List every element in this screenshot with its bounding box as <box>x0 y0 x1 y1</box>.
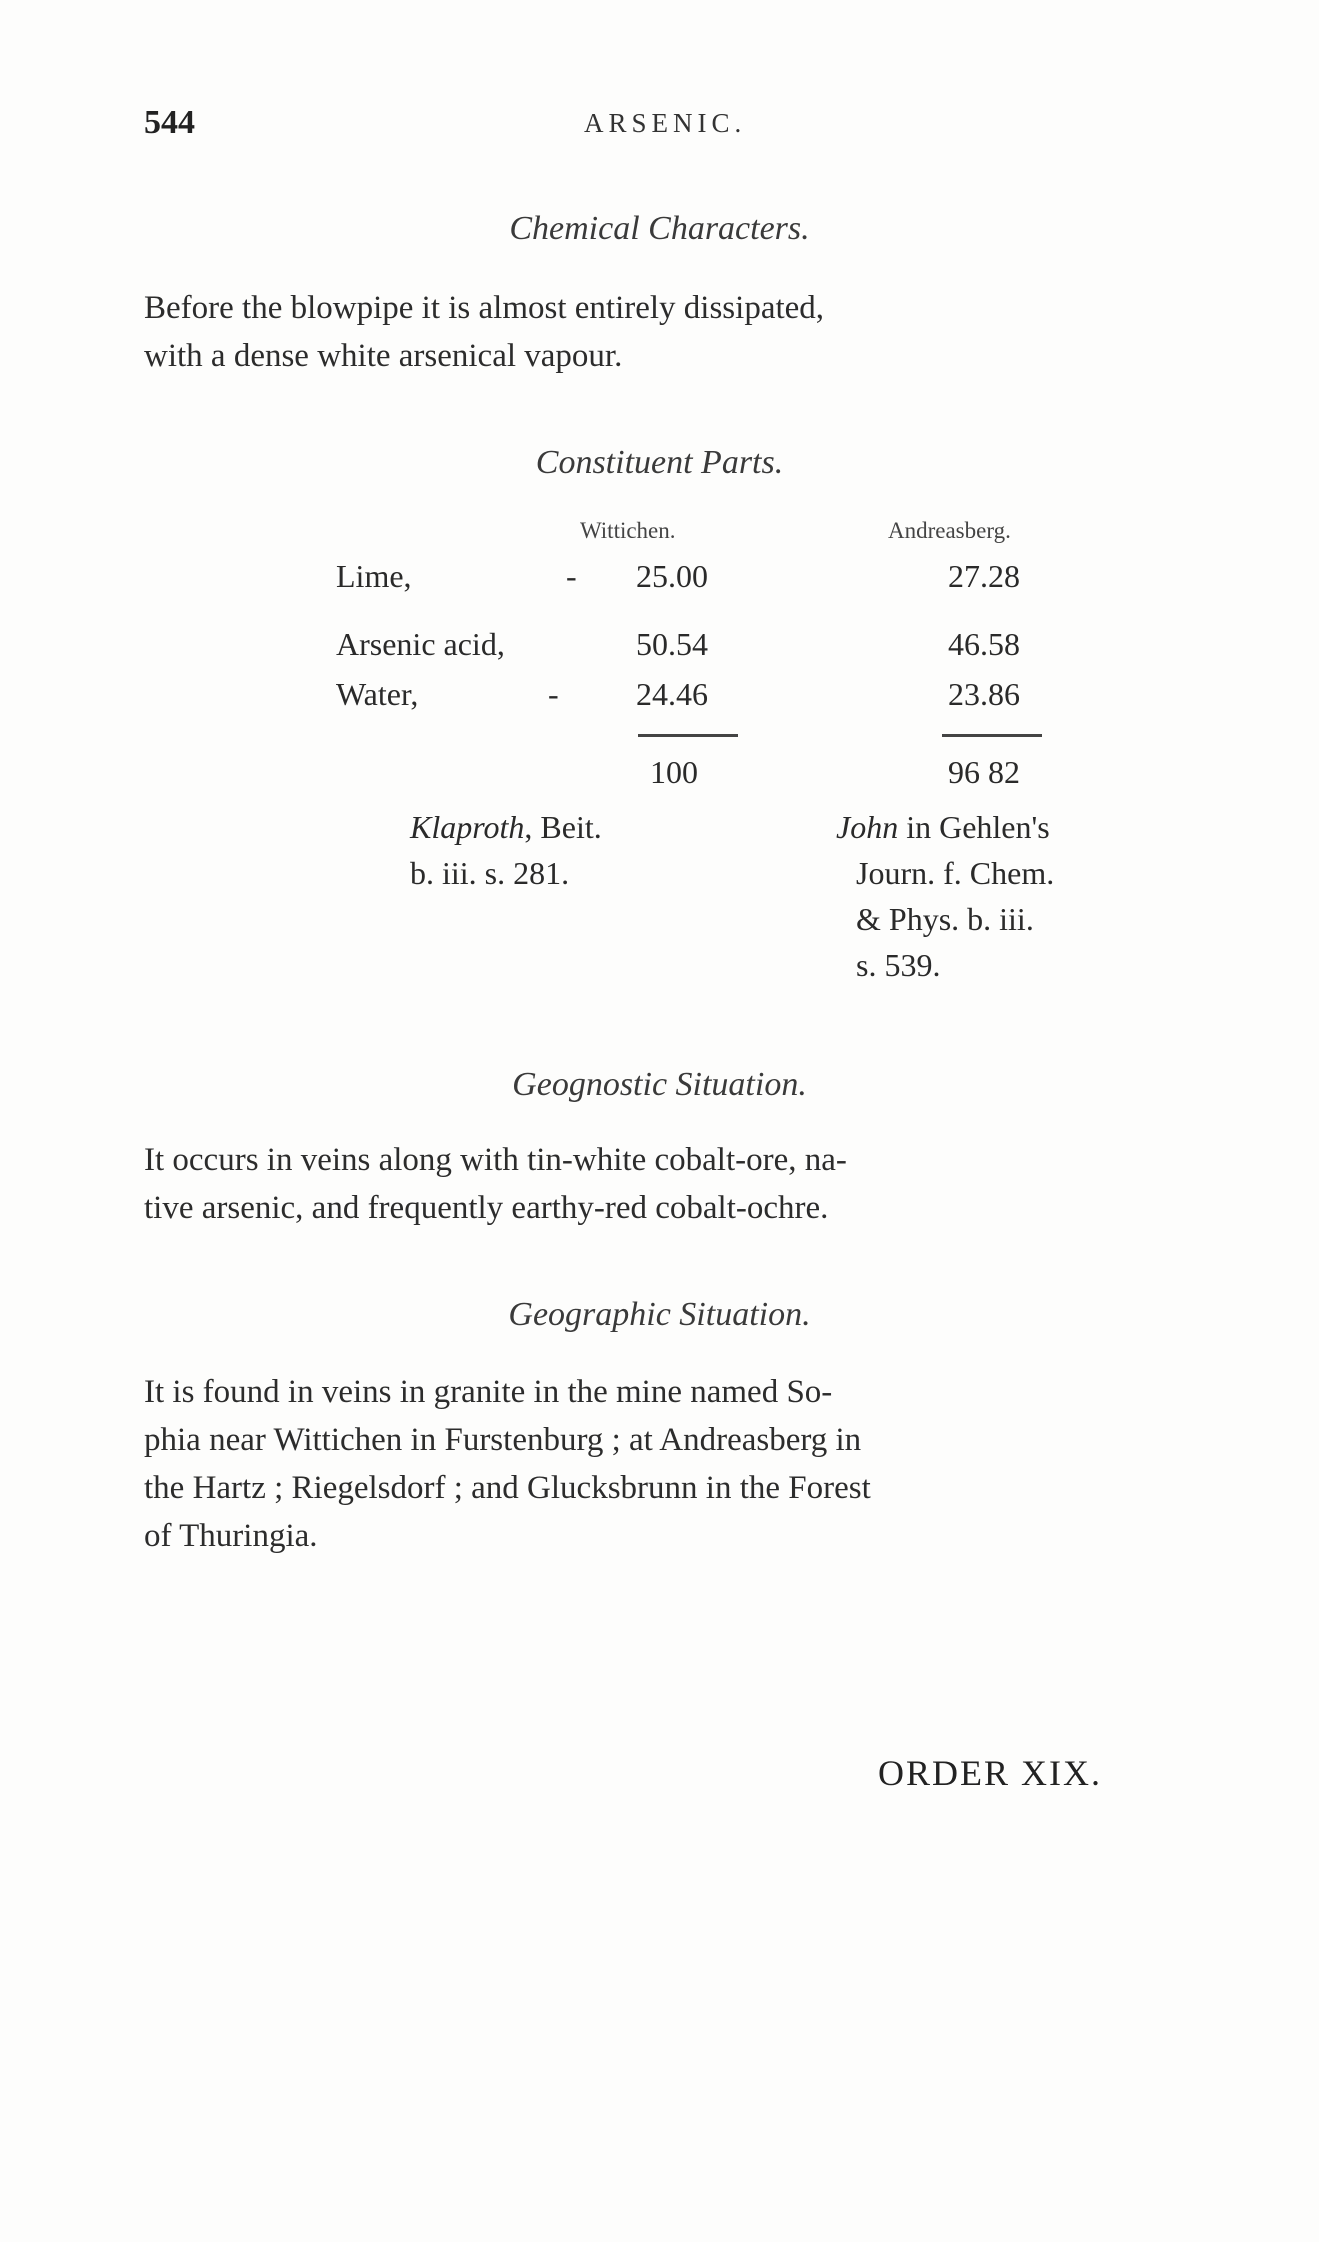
value-wittichen: 25.00 <box>636 558 708 594</box>
constituent-parts-heading: Constituent Parts. <box>535 444 784 481</box>
paragraph-line: the Hartz ; Riegelsdorf ; and Glucksbrunn in the Forest <box>144 1470 871 1506</box>
sum-rule-wittichen <box>638 734 738 737</box>
paragraph-line: tive arsenic, and frequently earthy-red cobalt-ochre. <box>144 1190 829 1226</box>
chemical-characters-paragraph <box>144 284 1174 380</box>
total-wittichen: 100 <box>650 754 698 790</box>
total-andreasberg: 96 82 <box>948 754 1020 790</box>
row-dash: - <box>566 558 577 594</box>
catchword: ORDER XIX. <box>878 1753 1102 1793</box>
citation-volume: & Phys. b. iii. <box>856 901 1034 937</box>
totals-row <box>0 754 1319 798</box>
citation-author: Klaproth <box>410 809 525 845</box>
value-andreasberg: 27.28 <box>948 558 1020 594</box>
running-head: ARSENIC. <box>584 108 747 138</box>
paragraph-line: It is found in veins in granite in the mine named So- <box>144 1374 833 1410</box>
citation-volume: b. iii. s. 281. <box>410 855 570 891</box>
paragraph-line: It occurs in veins along with tin-white cobalt-ore, na- <box>144 1142 847 1178</box>
geognostic-situation-paragraph <box>144 1136 1174 1232</box>
paragraph-line: of Thuringia. <box>144 1518 318 1554</box>
citation-john <box>836 804 1054 988</box>
value-andreasberg: 23.86 <box>948 676 1020 712</box>
row-dash: - <box>548 676 559 712</box>
geographic-situation-heading: Geographic Situation. <box>508 1296 811 1333</box>
paragraph-line: with a dense white arsenical vapour. <box>144 338 623 374</box>
citation-klaproth <box>410 804 602 896</box>
column-header-wittichen: Wittichen. <box>580 518 676 543</box>
table-row <box>0 626 1319 670</box>
geognostic-situation-heading: Geognostic Situation. <box>512 1066 807 1103</box>
chemical-characters-heading: Chemical Characters. <box>509 210 810 247</box>
row-label: Arsenic acid, <box>336 626 505 662</box>
table-row <box>0 676 1319 720</box>
sum-rule-andreasberg <box>942 734 1042 737</box>
row-label: Water, <box>336 676 419 712</box>
row-label: Lime, <box>336 558 412 594</box>
geographic-situation-paragraph <box>144 1368 1174 1560</box>
citation-source: in Gehlen's <box>898 809 1050 845</box>
page-number: 544 <box>144 104 195 141</box>
citation-page: s. 539. <box>856 947 941 983</box>
citation-source: , Beit. <box>524 809 602 845</box>
table-row <box>0 558 1319 602</box>
paragraph-line: phia near Wittichen in Furstenburg ; at Andreasberg in <box>144 1422 862 1458</box>
citation-author: John <box>836 809 899 845</box>
value-wittichen: 50.54 <box>636 626 708 662</box>
value-wittichen: 24.46 <box>636 676 708 712</box>
value-andreasberg: 46.58 <box>948 626 1020 662</box>
citation-journal: Journ. f. Chem. <box>856 855 1055 891</box>
paragraph-line: Before the blowpipe it is almost entirely dissipated, <box>144 290 825 326</box>
column-header-andreasberg: Andreasberg. <box>888 518 1011 543</box>
page-header <box>144 104 1184 144</box>
